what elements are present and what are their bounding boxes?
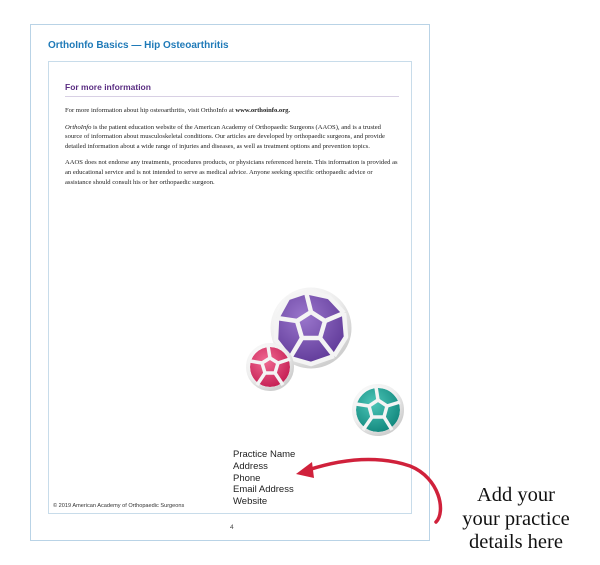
pink-sphere-icon — [248, 345, 292, 389]
callout-line-1: Add your — [476, 484, 555, 506]
orthoinfo-link[interactable]: www.orthoinfo.org. — [235, 107, 291, 114]
practice-address: Address — [233, 460, 268, 472]
page-number: 4 — [230, 524, 234, 531]
practice-details — [233, 449, 295, 508]
paragraph-disclaimer: AAOS does not endorse any treatments, procedures products, or physicians referenced herein. This information is provided as an educational service and is not intended to serve as medical advice. Anyone seeking specific orthopaedic advice or assistance should consult his or her orthopaedic surgeon. — [65, 159, 398, 186]
callout-line-2: your practice — [462, 507, 570, 530]
curved-arrow-icon — [296, 460, 440, 522]
callout-line-3: details here — [469, 531, 563, 553]
practice-phone: Phone — [233, 472, 261, 484]
callout-text — [446, 484, 586, 555]
page-header-title: OrthoInfo Basics — Hip Osteoarthritis — [48, 40, 229, 51]
teal-sphere-icon — [354, 386, 402, 434]
paragraph-about-text: is the patient education website of the American Academy of Orthopaedic Surgeons (AAOS), and is a trusted source of information about musculoskeletal conditions. Our articles are developed by orthopaedic surgeons, and provide detailed information about a wide range of injuries and diseases, as well as treatment options and prevention topics. — [65, 123, 385, 150]
copyright-notice: © 2019 American Academy of Orthopaedic Surgeons — [53, 503, 185, 509]
practice-name: Practice Name — [233, 449, 296, 460]
section-title: For more information — [65, 82, 151, 92]
orthoinfo-brand: OrthoInfo — [65, 123, 92, 131]
practice-email: Email Address — [233, 484, 294, 496]
paragraph-visit-text: For more information about hip osteoarthritis, visit OrthoInfo at — [65, 107, 236, 114]
practice-website: Website — [233, 496, 268, 508]
